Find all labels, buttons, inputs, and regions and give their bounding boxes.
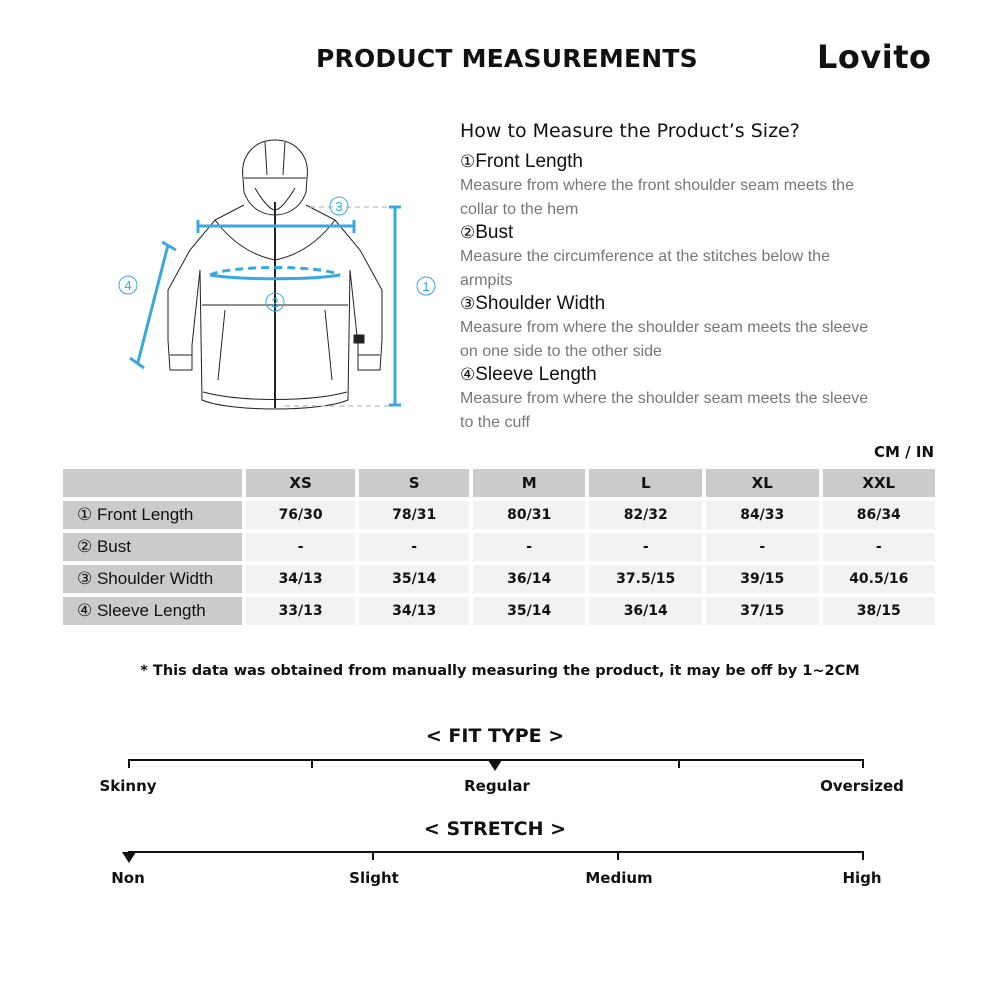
table-cell: 82/32 bbox=[589, 501, 702, 529]
table-row bbox=[63, 565, 935, 593]
table-corner-cell bbox=[63, 469, 242, 497]
table-cell: - bbox=[473, 533, 586, 561]
guide-heading: How to Measure the Product’s Size? bbox=[460, 120, 800, 142]
table-row bbox=[63, 533, 935, 561]
marker-front-length: 1 bbox=[422, 279, 430, 294]
table-cell: 35/14 bbox=[473, 597, 586, 625]
stretch-marker-icon bbox=[122, 852, 136, 863]
fit-label-skinny: Skinny bbox=[99, 777, 157, 795]
stretch-label-high: High bbox=[842, 869, 882, 887]
size-header: M bbox=[473, 469, 586, 497]
stretch-line bbox=[128, 851, 864, 853]
table-cell: 80/31 bbox=[473, 501, 586, 529]
guide-item-title: Sleeve Length bbox=[475, 364, 597, 385]
table-row bbox=[63, 501, 935, 529]
table-cell: 36/14 bbox=[473, 565, 586, 593]
guide-item-sleeve-length bbox=[460, 363, 920, 434]
guide-item-title: Shoulder Width bbox=[475, 293, 606, 314]
table-cell: 38/15 bbox=[823, 597, 936, 625]
table-cell: - bbox=[359, 533, 469, 561]
stretch-title: < STRETCH > bbox=[423, 818, 567, 840]
tick bbox=[862, 759, 864, 768]
guide-item-desc: Measure from where the shoulder seam meets the sleeve bbox=[460, 390, 869, 407]
stretch-label-medium: Medium bbox=[585, 869, 653, 887]
tick bbox=[311, 759, 313, 768]
number-icon: ③ bbox=[460, 294, 476, 313]
row-label: ② Bust bbox=[63, 533, 242, 561]
table-cell: - bbox=[246, 533, 356, 561]
table-cell: 34/13 bbox=[246, 565, 356, 593]
guide-item-desc: collar to the hem bbox=[460, 200, 579, 218]
marker-shoulder: 3 bbox=[335, 199, 343, 214]
brand-logo: Lovito bbox=[817, 38, 932, 76]
tick bbox=[862, 851, 864, 860]
tick bbox=[128, 759, 130, 768]
unit-label: CM / IN bbox=[874, 443, 934, 461]
stretch-label-slight: Slight bbox=[349, 869, 399, 887]
table-cell: 37.5/15 bbox=[589, 565, 702, 593]
table-cell: 39/15 bbox=[706, 565, 819, 593]
table-cell: 78/31 bbox=[359, 501, 469, 529]
fit-type-marker-icon bbox=[488, 760, 502, 771]
size-header: XXL bbox=[823, 469, 936, 497]
size-header: L bbox=[589, 469, 702, 497]
table-cell: 37/15 bbox=[706, 597, 819, 625]
jacket-measurement-diagram bbox=[110, 130, 440, 420]
table-row bbox=[63, 597, 935, 625]
measurement-disclaimer: * This data was obtained from manually measuring the product, it may be off by 1~2CM bbox=[140, 663, 860, 679]
table-cell: 86/34 bbox=[823, 501, 936, 529]
table-cell: 36/14 bbox=[589, 597, 702, 625]
guide-item-title: Front Length bbox=[475, 151, 583, 172]
table-cell: 84/33 bbox=[706, 501, 819, 529]
guide-item-desc: to the cuff bbox=[460, 413, 530, 431]
guide-item-bust bbox=[460, 221, 920, 292]
guide-item-front-length bbox=[460, 150, 920, 221]
table-cell: - bbox=[706, 533, 819, 561]
tick bbox=[617, 851, 619, 860]
fit-label-oversized: Oversized bbox=[820, 777, 904, 795]
size-header: S bbox=[359, 469, 469, 497]
table-cell: 76/30 bbox=[246, 501, 356, 529]
number-icon: ① bbox=[460, 152, 476, 171]
number-icon: ④ bbox=[460, 365, 476, 384]
guide-item-desc: Measure from where the front shoulder seam meets the bbox=[460, 177, 854, 194]
guide-item-desc: armpits bbox=[460, 271, 513, 289]
stretch-label-non: Non bbox=[111, 869, 145, 887]
page-title: PRODUCT MEASUREMENTS bbox=[316, 44, 698, 73]
row-label: ④ Sleeve Length bbox=[63, 597, 242, 625]
table-cell: 40.5/16 bbox=[823, 565, 936, 593]
guide-item-desc: Measure from where the shoulder seam meets the sleeve bbox=[460, 319, 869, 336]
fit-label-regular: Regular bbox=[464, 777, 530, 795]
tick bbox=[678, 759, 680, 768]
size-header: XL bbox=[706, 469, 819, 497]
table-cell: - bbox=[589, 533, 702, 561]
size-header: XS bbox=[246, 469, 356, 497]
marker-sleeve: 4 bbox=[124, 278, 132, 293]
guide-item-desc: Measure the circumference at the stitches below the bbox=[460, 248, 830, 265]
table-cell: - bbox=[823, 533, 936, 561]
size-table bbox=[63, 469, 935, 629]
guide-item-title: Bust bbox=[475, 222, 514, 243]
row-label: ③ Shoulder Width bbox=[63, 565, 242, 593]
marker-bust: 2 bbox=[271, 295, 279, 310]
measurement-guide bbox=[460, 120, 920, 434]
number-icon: ② bbox=[460, 223, 476, 242]
fit-type-title: < FIT TYPE > bbox=[425, 725, 565, 747]
tick bbox=[372, 851, 374, 860]
table-cell: 34/13 bbox=[359, 597, 469, 625]
table-header-row bbox=[63, 469, 935, 497]
guide-item-desc: on one side to the other side bbox=[460, 342, 662, 360]
row-label: ① Front Length bbox=[63, 501, 242, 529]
guide-item-shoulder-width bbox=[460, 292, 920, 363]
table-cell: 33/13 bbox=[246, 597, 356, 625]
table-cell: 35/14 bbox=[359, 565, 469, 593]
